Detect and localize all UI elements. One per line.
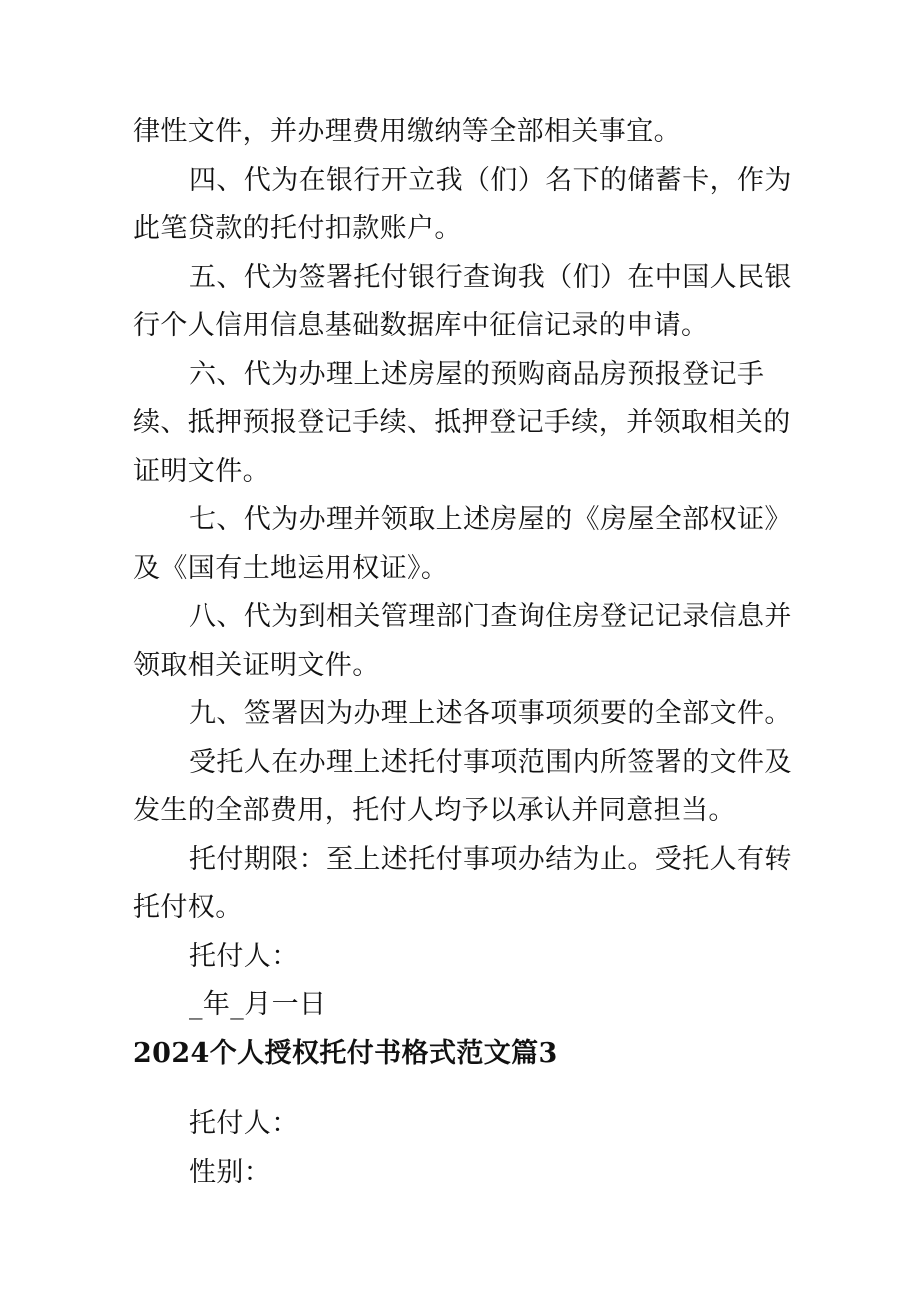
- paragraph-item-8: 八、代为到相关管理部门查询住房登记记录信息并领取相关证明文件。: [133, 601, 792, 681]
- signature-principal-label: 托付人：: [189, 940, 299, 972]
- paragraph-item-5: 五、代为签署托付银行查询我（们）在中国人民银行个人信用信息基础数据库中征信记录的申请。: [133, 261, 792, 341]
- paragraph-item-9: 九、签署因为办理上述各项事项须要的全部文件。: [189, 698, 792, 729]
- paragraph-item-7: 七、代为办理并领取上述房屋的《房屋全部权证》及《国有土地运用权证》。: [133, 504, 792, 584]
- paragraph-continuation: 律性文件，并办理费用缴纳等全部相关事宜。: [133, 116, 681, 147]
- section-title: 2024个人授权托付书格式范文篇3: [133, 1037, 558, 1069]
- document-body: [133, 108, 801, 1197]
- field-principal-label: 托付人：: [189, 1108, 299, 1139]
- paragraph-item-4: 四、代为在银行开立我（们）名下的储蓄卡，作为此笔贷款的托付扣款账户。: [133, 164, 792, 244]
- paragraph-acknowledgement: 受托人在办理上述托付事项范围内所签署的文件及发生的全部费用，托付人均予以承认并同意担当。: [133, 746, 792, 826]
- field-gender-label: 性别：: [189, 1156, 272, 1188]
- form-fields: [133, 1100, 801, 1197]
- signature-date-line: _年_月一日: [189, 989, 327, 1020]
- paragraph-term: 托付期限：至上述托付事项办结为止。受托人有转托付权。: [133, 843, 792, 923]
- paragraph-item-6: 六、代为办理上述房屋的预购商品房预报登记手续、抵押预报登记手续、抵押登记手续，并领取相关的证明文件。: [133, 358, 791, 487]
